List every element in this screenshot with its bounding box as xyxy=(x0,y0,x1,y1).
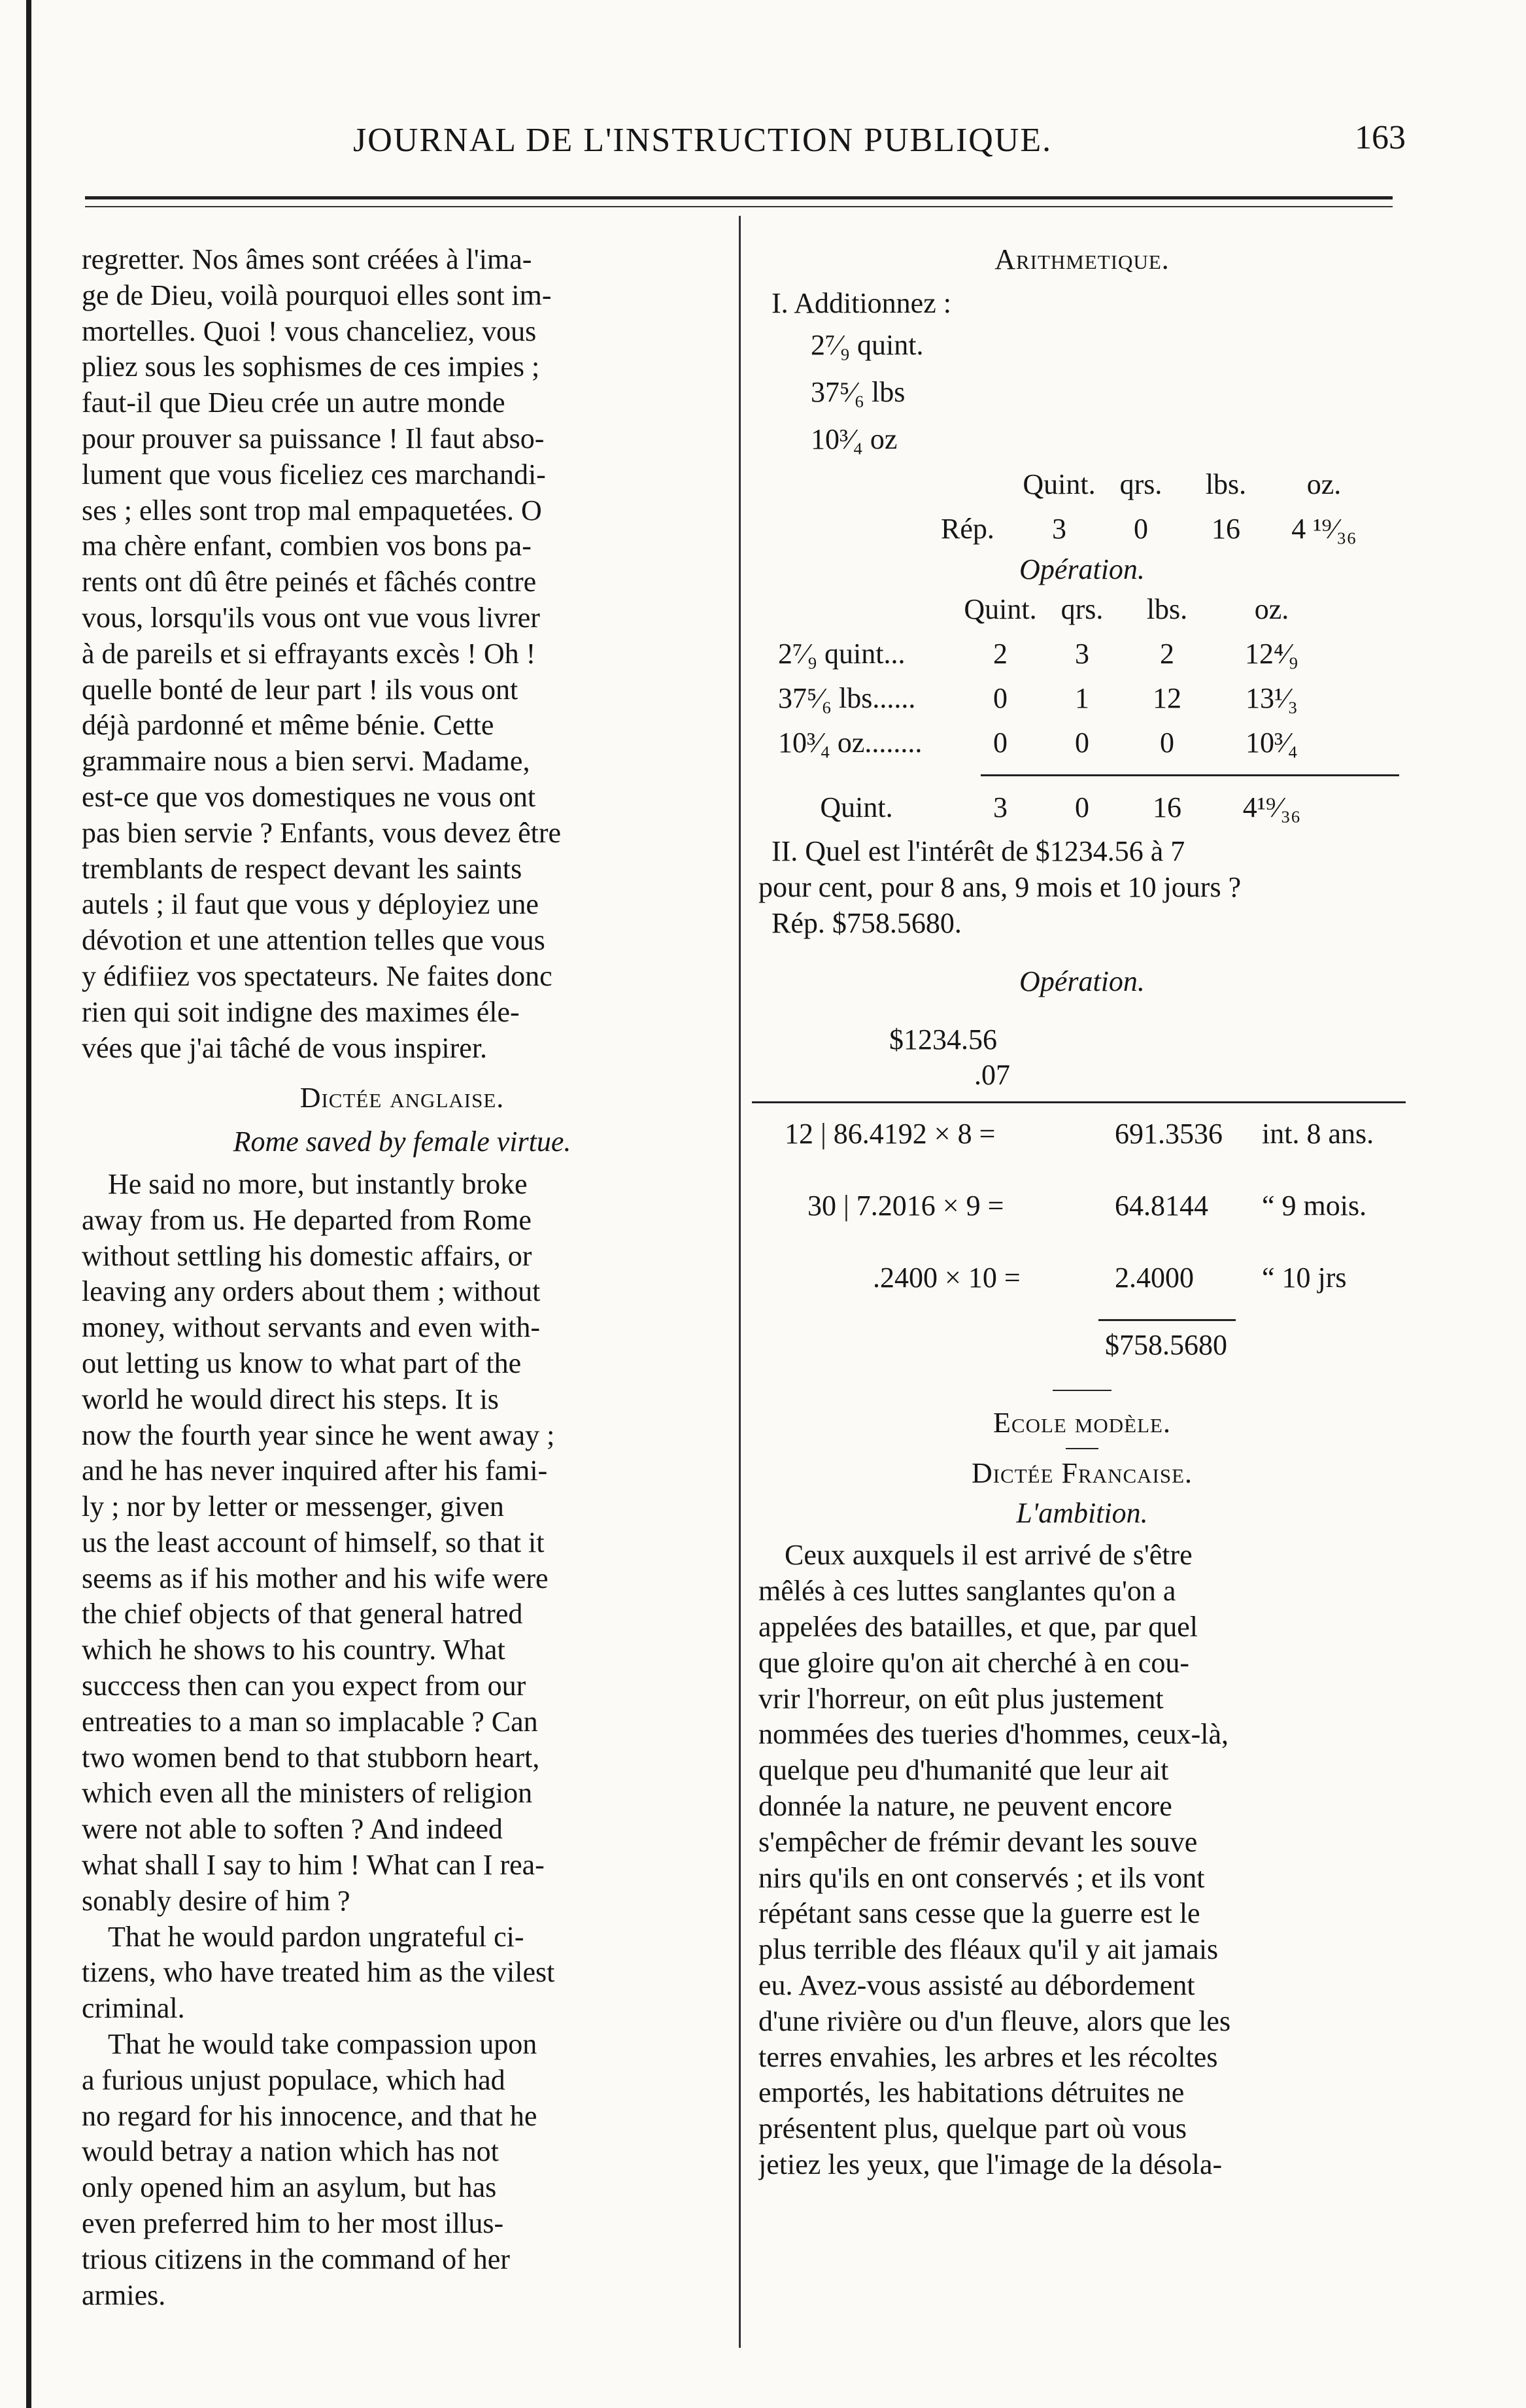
page-number: 163 xyxy=(1355,119,1406,156)
text-line: présentent plus, quelque part où vous xyxy=(758,2112,1187,2145)
text-line: quelque peu d'humanité que leur ait xyxy=(758,1754,1169,1787)
total-value: 16 xyxy=(1153,791,1181,823)
operation-header: lbs. xyxy=(1146,593,1188,625)
left-column xyxy=(82,242,722,2313)
question-2 xyxy=(758,834,1406,941)
calc-expression: .2400 × 10 = xyxy=(873,1262,1021,1294)
journal-title: JOURNAL DE L'INSTRUCTION PUBLIQUE. xyxy=(353,122,1053,159)
operation-cell: 2 xyxy=(1160,637,1174,670)
dictee-francaise-subtitle: L'ambition. xyxy=(1016,1496,1148,1529)
calc-total: $758.5680 xyxy=(1105,1329,1227,1362)
text-line: ma chère enfant, combien vos bons pa- xyxy=(82,530,532,562)
text-line: That he would pardon ungrateful ci- xyxy=(108,1920,524,1953)
text-line: appelées des batailles, et que, par quel xyxy=(758,1610,1198,1643)
text-line: vées que j'ai tâché de vous inspirer. xyxy=(82,1031,488,1064)
question-1-label: I. Additionnez : xyxy=(771,286,951,319)
text-line: donnée la nature, ne peuvent encore xyxy=(758,1789,1172,1822)
text-line: faut-il que Dieu crée un autre monde xyxy=(82,387,505,419)
calc-principal: $1234.56 xyxy=(889,1023,997,1056)
total-label: Quint. xyxy=(820,791,893,823)
question-2-line: pour cent, pour 8 ans, 9 mois et 10 jours ? xyxy=(758,871,1242,904)
answer-header-row xyxy=(758,463,1406,507)
calc-suffix: “ 10 jrs xyxy=(1262,1262,1347,1294)
addend-item: 2⁷⁄₉ quint. xyxy=(811,328,924,361)
section-separator-small xyxy=(1066,1448,1098,1449)
text-line: tremblants de respect devant les saints xyxy=(82,852,522,885)
operation-cell: 0 xyxy=(993,681,1008,714)
section-subtitle: Rome saved by female virtue. xyxy=(233,1126,571,1158)
text-line: est-ce que vos domestiques ne vous ont xyxy=(82,780,536,813)
text-line: sonably desire of him ? xyxy=(82,1884,350,1917)
total-value: 0 xyxy=(1075,791,1089,823)
text-line: pour prouver sa puissance ! Il faut abso- xyxy=(82,422,545,455)
page-header xyxy=(85,121,1406,173)
text-line: the chief objects of that general hatred xyxy=(82,1598,523,1630)
calc-expression: 30 | 7.2016 × 9 = xyxy=(807,1190,1004,1222)
text-line: entreaties to a man so implacable ? Can xyxy=(82,1705,538,1738)
text-line: now the fourth year since he went away ; xyxy=(82,1419,555,1451)
text-line: pas bien servie ? Enfants, vous devez être xyxy=(82,816,562,849)
answer-row xyxy=(758,507,1406,552)
dictee-francaise-heading: Dictée Francaise. xyxy=(971,1456,1193,1489)
calc-result: 64.8144 xyxy=(1115,1190,1208,1222)
text-line: out letting us know to what part of the xyxy=(82,1347,522,1379)
operation-row-label: 37⁵⁄₆ lbs...... xyxy=(778,681,916,714)
operation-row-label: 10³⁄₄ oz........ xyxy=(778,726,923,759)
text-line: vous, lorsqu'ils vous ont vue vous livrer xyxy=(82,601,540,634)
text-line: He said no more, but instantly broke xyxy=(108,1167,528,1200)
answer-label: Rép. xyxy=(941,513,994,545)
answer-header: lbs. xyxy=(1205,468,1247,501)
text-line: terres envahies, les arbres et les récoltes xyxy=(758,2040,1218,2073)
operation-cell: 1 xyxy=(1075,681,1089,714)
operation-cell: 12⁴⁄₉ xyxy=(1244,637,1299,670)
text-line: which he shows to his country. What xyxy=(82,1634,505,1666)
answer-value: 0 xyxy=(1134,513,1148,545)
text-line: d'une rivière ou d'un fleuve, alors que les xyxy=(758,2004,1231,2037)
calc-result: 2.4000 xyxy=(1115,1262,1194,1294)
operation-header: oz. xyxy=(1254,593,1289,625)
header-rule xyxy=(85,196,1393,199)
text-line: away from us. He departed from Rome xyxy=(82,1203,532,1236)
text-line: ses ; elles sont trop mal empaquetées. O xyxy=(82,494,542,526)
operation-row-label: 2⁷⁄₉ quint... xyxy=(778,637,906,670)
operation-row xyxy=(758,721,1406,765)
text-line: vrir l'horreur, on eût plus justement xyxy=(758,1682,1164,1715)
text-line: autels ; il faut que vous y déployiez une xyxy=(82,888,539,921)
text-line: emportés, les habitations détruites ne xyxy=(758,2076,1185,2109)
text-line: à de pareils et si effrayants excès ! Oh ! xyxy=(82,637,536,670)
operation-cell: 0 xyxy=(1160,726,1174,759)
total-value: 3 xyxy=(993,791,1008,823)
operation-row xyxy=(758,632,1406,676)
answer-value: 16 xyxy=(1212,513,1240,545)
operation-header: qrs. xyxy=(1060,593,1104,625)
operation-rows xyxy=(758,632,1406,765)
addend-item: 37⁵⁄₆ lbs xyxy=(811,375,906,408)
text-line: nommées des tueries d'hommes, ceux-là, xyxy=(758,1718,1229,1751)
section-separator xyxy=(1053,1390,1111,1391)
french-dictation xyxy=(758,1538,1406,2182)
page-edge-border xyxy=(26,0,31,2408)
text-line: money, without servants and even with- xyxy=(82,1311,540,1344)
calc-expression: 12 | 86.4192 × 8 = xyxy=(785,1118,996,1150)
intro-paragraph xyxy=(82,242,722,1066)
text-line: even preferred him to her most illus- xyxy=(82,2207,504,2240)
text-line: without settling his domestic affairs, or xyxy=(82,1239,532,1272)
column-divider xyxy=(739,216,741,2348)
text-line: trious citizens in the command of her xyxy=(82,2243,510,2275)
operation-cell: 13¹⁄₃ xyxy=(1246,681,1298,714)
addend-item: 10³⁄₄ oz xyxy=(811,422,898,455)
text-line: rents ont dû être peinés et fâchés contre xyxy=(82,566,537,598)
question-1-items xyxy=(758,322,1406,463)
header-rule-thin xyxy=(85,206,1393,207)
text-line: s'empêcher de frémir devant les souve xyxy=(758,1825,1198,1858)
question-2-line: II. Quel est l'intérêt de $1234.56 à 7 xyxy=(771,835,1185,868)
text-line: ly ; nor by letter or messenger, given xyxy=(82,1490,504,1523)
calc-rate: .07 xyxy=(974,1059,1010,1092)
answer-value: 3 xyxy=(1052,513,1066,545)
operation-cell: 2 xyxy=(993,637,1008,670)
text-line: y édifiiez vos spectateurs. Ne faites donc xyxy=(82,959,552,992)
text-line: déjà pardonné et même bénie. Cette xyxy=(82,709,494,742)
text-line: only opened him an asylum, but has xyxy=(82,2171,497,2204)
text-line: lument que vous ficeliez ces marchandi- xyxy=(82,458,546,490)
text-line: criminal. xyxy=(82,1992,185,2025)
ecole-modele-heading: Ecole modèle. xyxy=(993,1406,1171,1439)
text-line: no regard for his innocence, and that he xyxy=(82,2099,537,2132)
calc-line xyxy=(758,1175,1406,1247)
operation-cell: 0 xyxy=(1075,726,1089,759)
answer-header: qrs. xyxy=(1119,468,1162,501)
operation-header-row xyxy=(758,587,1406,632)
total-rule xyxy=(981,774,1399,776)
text-line: what shall I say to him ! What can I rea- xyxy=(82,1849,545,1882)
operation-cell: 0 xyxy=(993,726,1008,759)
text-line: which even all the ministers of religion xyxy=(82,1777,533,1810)
operation-label: Opération. xyxy=(1019,553,1145,585)
calc-suffix: “ 9 mois. xyxy=(1262,1190,1367,1222)
calc-lines xyxy=(758,1103,1406,1319)
text-line: mêlés à ces luttes sanglantes qu'on a xyxy=(758,1575,1176,1608)
operation-2-label: Opération. xyxy=(1019,965,1145,997)
text-line: two women bend to that stubborn heart, xyxy=(82,1741,540,1774)
text-line: seems as if his mother and his wife were xyxy=(82,1562,549,1594)
text-line: dévotion et une attention telles que vous xyxy=(82,924,545,957)
calc-line xyxy=(758,1247,1406,1319)
question-2-line: Rép. $758.5680. xyxy=(771,906,962,939)
answer-header: oz. xyxy=(1306,468,1342,501)
text-line: world he would direct his steps. It is xyxy=(82,1383,499,1415)
text-line: us the least account of himself, so that it xyxy=(82,1526,545,1558)
text-line: succcess then can you expect from our xyxy=(82,1670,526,1702)
operation-cell: 10³⁄₄ xyxy=(1246,726,1298,759)
right-column xyxy=(758,242,1406,2183)
text-line: regretter. Nos âmes sont créées à l'ima- xyxy=(82,243,532,275)
text-line: would betray a nation which has not xyxy=(82,2135,499,2168)
text-line: plus terrible des fléaux qu'il y ait jamais xyxy=(758,1933,1219,1966)
text-line: quelle bonté de leur part ! ils vous ont xyxy=(82,673,518,706)
operation-header: Quint. xyxy=(964,593,1037,625)
text-line: ge de Dieu, voilà pourquoi elles sont im- xyxy=(82,279,552,311)
operation-row xyxy=(758,676,1406,721)
text-line: tizens, who have treated him as the vilest xyxy=(82,1956,555,1989)
calc-suffix: int. 8 ans. xyxy=(1262,1118,1374,1150)
text-line: Ceux auxquels il est arrivé de s'être xyxy=(785,1539,1193,1572)
text-line: That he would take compassion upon xyxy=(108,2028,537,2061)
calc-line xyxy=(758,1103,1406,1175)
operation-total-row xyxy=(758,785,1406,830)
calc-total-rule xyxy=(1098,1319,1236,1321)
text-line: grammaire nous a bien servi. Madame, xyxy=(82,745,530,778)
text-line: jetiez les yeux, que l'image de la désola- xyxy=(758,2148,1223,2180)
calc-result: 691.3536 xyxy=(1115,1118,1223,1150)
text-line: armies. xyxy=(82,2279,166,2311)
section-heading-dictee-anglaise: Dictée anglaise. xyxy=(299,1082,505,1114)
text-line: were not able to soften ? And indeed xyxy=(82,1813,503,1846)
text-line: répétant sans cesse que la guerre est le xyxy=(758,1897,1200,1930)
text-line: eu. Avez-vous assisté au débordement xyxy=(758,1969,1195,2001)
text-line: pliez sous les sophismes de ces impies ; xyxy=(82,351,540,383)
text-line: leaving any orders about them ; without xyxy=(82,1275,541,1308)
text-line: and he has never inquired after his fami- xyxy=(82,1454,548,1487)
text-line: a furious unjust populace, which had xyxy=(82,2063,505,2096)
answer-value: 4 ¹⁹⁄₃₆ xyxy=(1291,513,1357,545)
text-line: que gloire qu'on ait cherché à en cou- xyxy=(758,1646,1190,1679)
text-line: mortelles. Quoi ! vous chanceliez, vous xyxy=(82,315,537,347)
arithmetic-heading: Arithmetique. xyxy=(994,243,1170,275)
operation-cell: 3 xyxy=(1075,637,1089,670)
text-line: rien qui soit indigne des maximes éle- xyxy=(82,995,520,1028)
answer-header: Quint. xyxy=(1023,468,1096,501)
text-line: nirs qu'ils en ont conservés ; et ils vont xyxy=(758,1861,1205,1894)
operation-cell: 12 xyxy=(1153,681,1181,714)
total-value: 4¹⁹⁄₃₆ xyxy=(1242,791,1301,823)
english-dictation xyxy=(82,1167,722,2314)
